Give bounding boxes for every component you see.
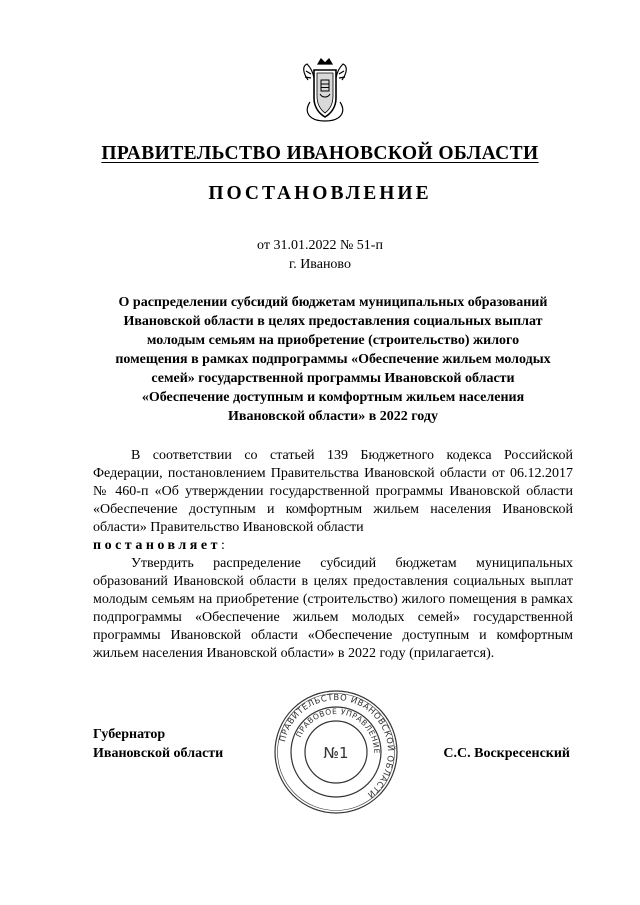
government-title: ПРАВИТЕЛЬСТВО ИВАНОВСКОЙ ОБЛАСТИ [101, 143, 539, 164]
resolution-paragraph: Утвердить распределение субсидий бюджетам муниципальных образований Ивановской области в целях предоставления социальных выплат молодым семьям на приобретение (строительство) жилого помещения в рамках подпрограммы «Обеспечение жильем молодых семей» государственной программы Ивановской области «Обеспечение доступным и комфортным жильем населения Ивановской области» в 2022 году (прилагается). [93, 556, 573, 661]
decree-word: постановляет [93, 538, 221, 553]
date-number: от 31.01.2022 № 51-п [257, 238, 383, 253]
subject-line: помещения в рамках подпрограммы «Обеспечение жильем молодых [115, 352, 551, 367]
document-type-title: ПОСТАНОВЛЕНИЕ [208, 183, 432, 204]
signatory-name: С.С. Воскресенский [443, 746, 570, 761]
subject-line: «Обеспечение доступным и комфортным жильем населения [141, 390, 525, 405]
decree-line [93, 537, 573, 555]
subject-line: Ивановской области» в 2022 году [228, 409, 438, 424]
official-seal [272, 688, 400, 816]
subject-line: О распределении субсидий бюджетам муниципальных образований [118, 295, 548, 310]
position-line: Губернатор [93, 727, 166, 742]
document-body [93, 447, 573, 663]
seal-center-text: №1 [323, 744, 349, 762]
subject-line: молодым семьям на приобретение (строительство) жилого [146, 333, 520, 348]
document-subject [96, 293, 570, 426]
subject-line: семей» государственной программы Ивановской области [151, 371, 515, 386]
seal-inner-text: ПРАВОВОЕ УПРАВЛЕНИЕ [294, 706, 382, 754]
coat-of-arms-icon [300, 58, 350, 124]
seal-outer-text: ПРАВИТЕЛЬСТВО ИВАНОВСКОЙ ОБЛАСТИ [277, 691, 397, 801]
subject-line: Ивановской области в целях предоставления социальных выплат [123, 314, 543, 329]
signatory-position [93, 725, 223, 763]
decree-colon: : [220, 538, 225, 553]
preamble-paragraph: В соответствии со статьей 139 Бюджетного кодекса Российской Федерации, постановлением Правительства Ивановской области от 06.12.2017 № 460-п «Об утверждении государственной программы Ивановской области «Обеспечение доступным и комфортным жильем населения Ивановской области» Правительство Ивановской области [93, 448, 573, 535]
position-line: Ивановской области [93, 746, 224, 761]
city: г. Иваново [289, 257, 351, 272]
